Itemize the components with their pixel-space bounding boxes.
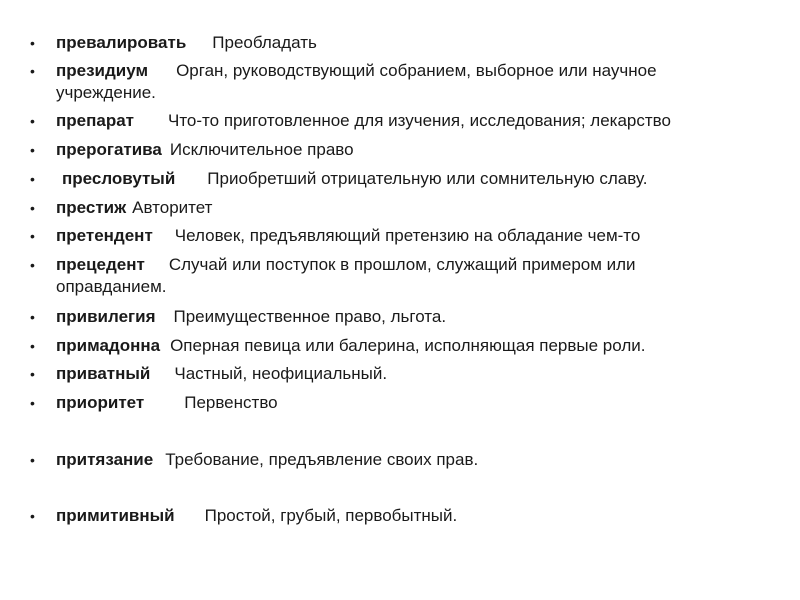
- definition: Оперная певица или балерина, исполняющая первые роли.: [170, 336, 646, 355]
- bullet-icon: •: [30, 113, 35, 129]
- bullet-icon: •: [30, 309, 35, 325]
- definition: Что-то приготовленное для изучения, исследования; лекарство: [168, 111, 671, 130]
- definition: Исключительное право: [169, 140, 354, 159]
- term: превалировать: [56, 33, 187, 52]
- definition: Случай или поступок в прошлом, служащий примером или: [168, 255, 636, 274]
- definition: Орган, руководствующий собранием, выборное или научное: [176, 61, 657, 80]
- bullet-icon: •: [30, 228, 35, 244]
- definition: Частный, неофициальный.: [174, 364, 388, 383]
- term: примадонна: [56, 336, 161, 355]
- definition: Простой, грубый, первобытный.: [204, 506, 458, 525]
- bullet-icon: •: [30, 142, 35, 158]
- term: приоритет: [56, 393, 145, 412]
- term: президиум: [56, 61, 149, 80]
- term: примитивный: [56, 506, 175, 525]
- term: притязание: [56, 450, 154, 469]
- definition: Преимущественное право, льгота.: [173, 307, 447, 326]
- definition: Первенство: [184, 393, 278, 412]
- term: привилегия: [56, 307, 156, 326]
- term: прецедент: [56, 255, 145, 274]
- definition: Авторитет: [132, 198, 213, 217]
- bullet-icon: •: [30, 257, 35, 273]
- term: прерогатива: [56, 140, 162, 159]
- bullet-icon: •: [30, 395, 35, 411]
- definition-continuation: оправданием.: [56, 277, 167, 296]
- term: претендент: [56, 226, 153, 245]
- bullet-icon: •: [30, 452, 35, 468]
- definition-continuation: учреждение.: [56, 83, 156, 102]
- definition: Человек, предъявляющий претензию на обладание чем-то: [174, 226, 641, 245]
- bullet-icon: •: [30, 63, 35, 79]
- bullet-icon: •: [30, 35, 35, 51]
- term: пресловутый: [62, 169, 176, 188]
- term: приватный: [56, 364, 151, 383]
- bullet-icon: •: [30, 508, 35, 524]
- bullet-icon: •: [30, 171, 35, 187]
- definition: Преобладать: [212, 33, 317, 52]
- bullet-icon: •: [30, 366, 35, 382]
- bullet-icon: •: [30, 338, 35, 354]
- bullet-icon: •: [30, 200, 35, 216]
- term: престиж: [56, 198, 127, 217]
- definition: Требование, предъявление своих прав.: [165, 450, 479, 469]
- term: препарат: [56, 111, 134, 130]
- definition: Приобретший отрицательную или сомнительную славу.: [207, 169, 648, 188]
